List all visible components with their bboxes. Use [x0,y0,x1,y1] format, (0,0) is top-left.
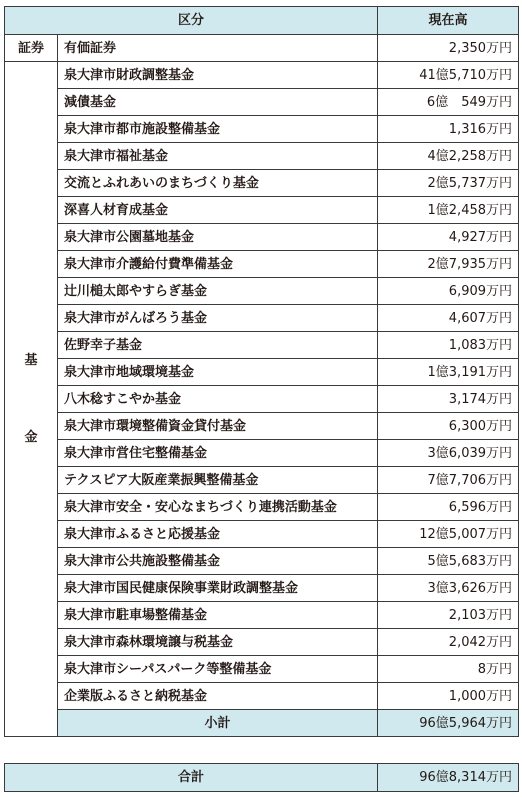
total-table [4,763,519,792]
fund-amount: 7億7,706万円 [378,467,519,494]
header-amount: 現在高 [378,7,519,35]
funds-category-char: 基 [24,353,38,368]
fund-amount: 4,607万円 [378,305,519,332]
fund-name: 泉大津市都市施設整備基金 [58,116,378,143]
fund-row [5,170,519,197]
fund-amount: 2,042万円 [378,629,519,656]
fund-name: 泉大津市地域環境基金 [58,359,378,386]
fund-name: 泉大津市森林環境譲与税基金 [58,629,378,656]
fund-amount: 3,174万円 [378,386,519,413]
fund-name: 泉大津市介護給付費準備基金 [58,251,378,278]
fund-row [5,386,519,413]
fund-row [5,359,519,386]
fund-name: 泉大津市財政調整基金 [58,62,378,89]
fund-amount: 6億 549万円 [378,89,519,116]
fund-amount: 4億2,258万円 [378,143,519,170]
fund-row [5,656,519,683]
fund-name: 泉大津市福祉基金 [58,143,378,170]
balance-table-container [4,6,518,737]
fund-name: 泉大津市ふるさと応援基金 [58,521,378,548]
total-amount: 96億8,314万円 [378,764,519,792]
fund-amount: 1億3,191万円 [378,359,519,386]
subtotal-row [5,710,519,737]
fund-name: 泉大津市駐車場整備基金 [58,602,378,629]
subtotal-label: 小計 [58,710,378,737]
fund-amount: 3億3,626万円 [378,575,519,602]
fund-amount: 1,000万円 [378,683,519,710]
fund-amount: 1,316万円 [378,116,519,143]
fund-row [5,224,519,251]
fund-amount: 4,927万円 [378,224,519,251]
total-label: 合計 [5,764,378,792]
fund-row [5,305,519,332]
fund-name: 企業版ふるさと納税基金 [58,683,378,710]
fund-amount: 2億7,935万円 [378,251,519,278]
fund-amount: 6,909万円 [378,278,519,305]
fund-row [5,413,519,440]
subtotal-amount: 96億5,964万円 [378,710,519,737]
fund-row [5,278,519,305]
securities-category: 証券 [5,35,58,62]
fund-row [5,575,519,602]
header-category: 区分 [5,7,378,35]
fund-name: 泉大津市がんばろう基金 [58,305,378,332]
fund-name: 深喜人材育成基金 [58,197,378,224]
fund-amount: 1,083万円 [378,332,519,359]
fund-row [5,683,519,710]
fund-name: 泉大津市環境整備資金貸付基金 [58,413,378,440]
fund-name: 辻川槌太郎やすらぎ基金 [58,278,378,305]
fund-name: 八木稔すこやか基金 [58,386,378,413]
fund-row [5,332,519,359]
securities-name: 有価証券 [58,35,378,62]
fund-amount: 3億6,039万円 [378,440,519,467]
fund-row [5,602,519,629]
fund-amount: 1億2,458万円 [378,197,519,224]
fund-name: 減債基金 [58,89,378,116]
fund-row [5,629,519,656]
fund-row [5,440,519,467]
fund-name: 泉大津市安全・安心なまちづくり連携活動基金 [58,494,378,521]
header-row [5,7,519,35]
fund-row [5,548,519,575]
balance-table [4,6,519,737]
fund-name: テクスピア大阪産業振興整備基金 [58,467,378,494]
fund-row [5,494,519,521]
fund-amount: 5億5,683万円 [378,548,519,575]
fund-name: 交流とふれあいのまちづくり基金 [58,170,378,197]
total-row [5,764,519,792]
fund-row [5,89,519,116]
fund-row [5,197,519,224]
fund-name: 泉大津市営住宅整備基金 [58,440,378,467]
fund-amount: 2,103万円 [378,602,519,629]
fund-amount: 6,300万円 [378,413,519,440]
fund-row [5,467,519,494]
funds-category-label [5,354,57,444]
fund-amount: 8万円 [378,656,519,683]
securities-row [5,35,519,62]
fund-amount: 6,596万円 [378,494,519,521]
funds-category [5,62,58,737]
fund-amount: 2億5,737万円 [378,170,519,197]
fund-name: 泉大津市公共施設整備基金 [58,548,378,575]
funds-category-char: 金 [24,430,38,445]
fund-amount: 12億5,007万円 [378,521,519,548]
fund-row [5,251,519,278]
fund-name: 佐野幸子基金 [58,332,378,359]
fund-row [5,143,519,170]
fund-name: 泉大津市国民健康保険事業財政調整基金 [58,575,378,602]
fund-amount: 41億5,710万円 [378,62,519,89]
fund-row [5,521,519,548]
securities-amount: 2,350万円 [378,35,519,62]
fund-name: 泉大津市シーパスパーク等整備基金 [58,656,378,683]
fund-name: 泉大津市公園墓地基金 [58,224,378,251]
fund-row [5,62,519,89]
fund-row [5,116,519,143]
